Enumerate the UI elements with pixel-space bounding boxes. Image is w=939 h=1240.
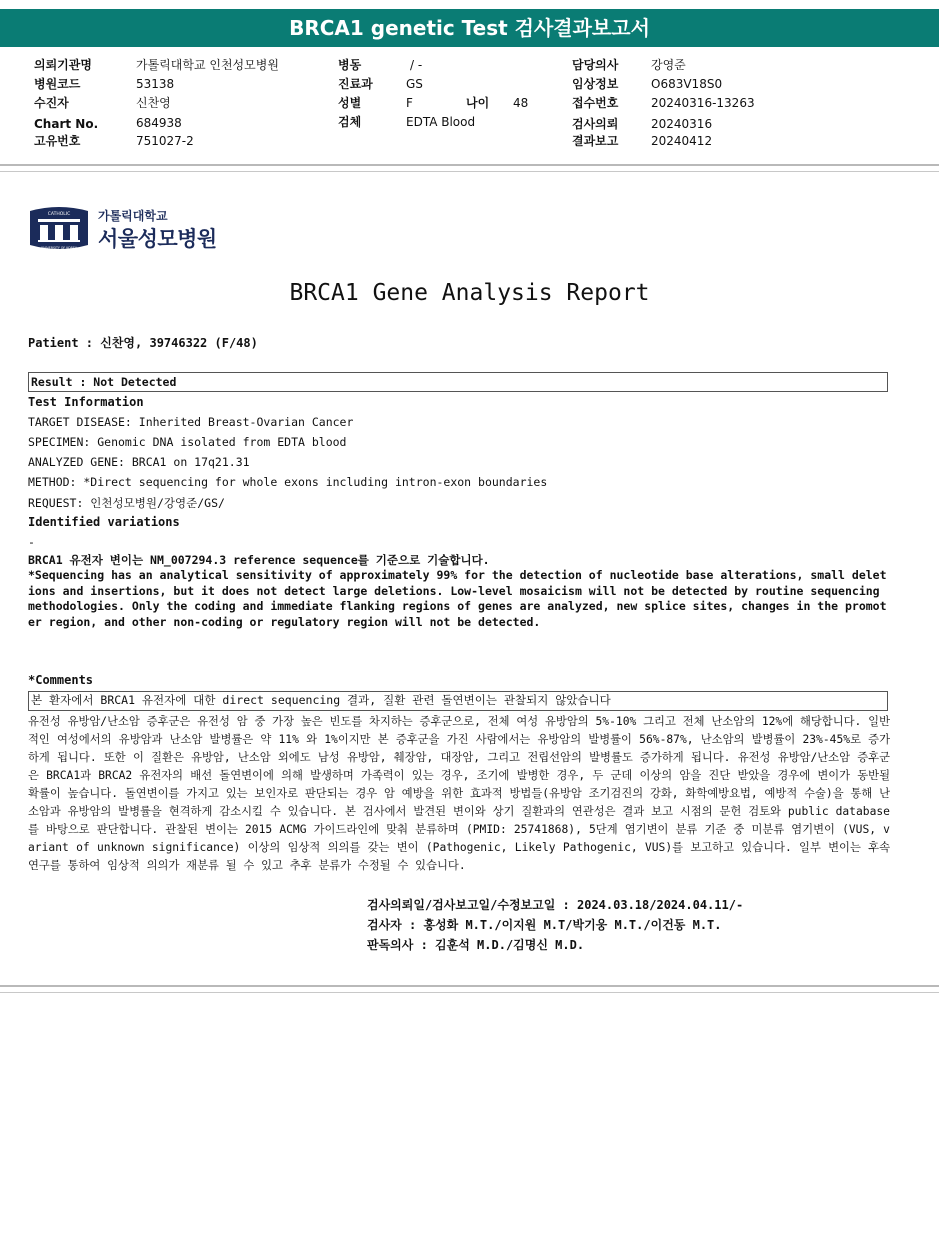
footer-divider [0,985,939,987]
age-label: 나이 [466,96,490,110]
request-date-label: 검사의뢰 [572,117,619,131]
patient-line: Patient : 신찬영, 39746322 (F/48) [28,336,258,350]
test-info-heading: Test Information [28,395,144,409]
unique-number-label: 고유번호 [34,134,81,148]
hospital-code-value: 53138 [136,77,175,91]
clinical-info-value: O683V18S0 [651,77,723,91]
sex-value: F [406,96,413,110]
report-date-label: 결과보고 [572,134,619,148]
specimen-value: EDTA Blood [406,115,476,129]
hospital-code-label: 병원코드 [34,77,81,91]
age-value: 48 [513,96,529,110]
receipt-number-value: 20240316-13263 [651,96,755,110]
hospital-logo-emblem [28,205,90,253]
doctor-value: 강영준 [651,58,686,72]
report-date-value: 20240412 [651,134,713,148]
reading-doctors-line: 판독의사 : 김훈석 M.D./김명신 M.D. [367,938,585,952]
chart-label: Chart No. [34,117,99,131]
patient-label: 수진자 [34,96,69,110]
ward-label: 병동 [338,58,362,72]
institution-value: 가톨릭대학교 인천성모병원 [136,58,279,72]
request-date-value: 20240316 [651,117,713,131]
comments-body: 유전성 유방암/난소암 증후군은 유전성 암 중 가장 높은 빈도를 차지하는 증후군으로, 전체 여성 유방암의 5%-10% 그리고 전체 난소암의 12%에 해당합니다. 일반적인 여성에서의 유방암과 난소암 발병률은 약 11% 와 1%이지만 본 증후군을 가진 사람에서는 유방암의 발병률이 56%-87%, 난소암의 발병률이 23%-45%로 증가하게 됩니다. 또한 이 질환은 유방암, 난소암 외에도 남성 유방암, 췌장암, 대장암, 그리고 전립선암의 발병률도 증가하게 됩니다. 유전성 유방암/난소암 증후군은 BRCA1과 BRCA2 유전자의 배선 돌연변이에 의해 발생하며 가족력이 있는 경우, 조기에 발병한 경우, 두 군데 이상의 암을 진단 받았을 경우에 변이가 동반될 확률이 높습니다. 돌연변이를 가지고 있는 보인자로 판단되는 경우 암 예방을 위한 효과적 방법들(유방암 조기검진의 강화, 화학예방요법, 예방적 수술)을 통해 난소암과 유방암의 발병률을 현격하게 감소시킬 수 있습니다. 본 검사에서 발견된 변이와 상기 질환과의 연관성은 결과 보고 시점의 문헌 검토와 public database를 바탕으로 판단합니다. 관찰된 변이는 2015 ACMG 가이드라인에 맞춰 분류하며 (PMID: 25741868), 5단계 염기변이 분류 기준 중 미분류 염기변이 (VUS, variant of unknown significance) 이상의 임상적 의의를 갖는 변이 (Pathogenic, Likely Pathogenic, VUS)를 보고하고 있습니다. 일부 변이는 후속 연구를 통하여 임상적 의의가 재분류 될 수 있고 추후 분류가 수정될 수 있습니다. [28,715,890,872]
target-disease: TARGET DISEASE: Inherited Breast-Ovarian Cancer [28,415,354,429]
identified-variations-heading: Identified variations [28,515,180,529]
result-box: Result : Not Detected [28,372,888,392]
report-title-bar: BRCA1 genetic Test 검사결과보고서 [0,9,939,47]
reference-note: BRCA1 유전자 변이는 NM_007294.3 reference sequence를 기준으로 기술합니다. [28,553,490,567]
identified-variations-value: - [28,535,35,549]
logo-emblem-text: CATHOLIC [47,212,71,217]
unique-number-value: 751027-2 [136,134,194,148]
receipt-number-label: 접수번호 [572,96,619,110]
logo-emblem-subtext: UNIVERSITY OF KOREA [40,246,78,250]
chart-value: 684938 [136,116,182,130]
analyzed-gene: ANALYZED GENE: BRCA1 on 17q21.31 [28,455,250,469]
department-label: 진료과 [338,77,373,91]
logo-text-university: 가톨릭대학교 [98,209,168,223]
specimen-info: SPECIMEN: Genomic DNA isolated from EDTA blood [28,435,347,449]
institution-label: 의뢰기관명 [34,58,92,72]
specimen-label: 검체 [338,115,362,129]
sensitivity-note: *Sequencing has an analytical sensitivity of approximately 99% for the detection of nucleotide base alterations, small deletions and insertions, but it does not detect large deletions. Low-level mosaicism will not be detected by routine sequencing methodologies. Only the coding and immediate flanking regions of genes are analyzed, new splice sites, changes in the promoter region, and other non-coding or regulatory region will not be detected. [28,568,887,629]
dates-line: 검사의뢰일/검사보고일/수정보고일 : 2024.03.18/2024.04.11/- [367,898,744,912]
testers-line: 검사자 : 홍성화 M.T./이지원 M.T/박기웅 M.T./이건동 M.T. [367,918,722,932]
department-value: GS [406,77,423,91]
ward-value: / - [410,58,423,72]
header-divider [0,164,939,166]
comments-heading: *Comments [28,673,94,687]
footer-divider-secondary [0,992,939,993]
clinical-info-label: 임상정보 [572,77,619,91]
report-title: BRCA1 Gene Analysis Report [289,280,650,306]
request-info: REQUEST: 인천성모병원/강영준/GS/ [28,496,225,510]
comments-box: 본 환자에서 BRCA1 유전자에 대한 direct sequencing 결과, 질환 관련 돌연변이는 관찰되지 않았습니다 [28,691,888,711]
logo-text-hospital: 서울성모병원 [98,227,217,251]
header-divider-secondary [0,171,939,172]
patient-value: 신찬영 [136,96,171,110]
method-info: METHOD: *Direct sequencing for whole exons including intron-exon boundaries [28,475,548,489]
sex-label: 성별 [338,96,362,110]
doctor-label: 담당의사 [572,58,619,72]
